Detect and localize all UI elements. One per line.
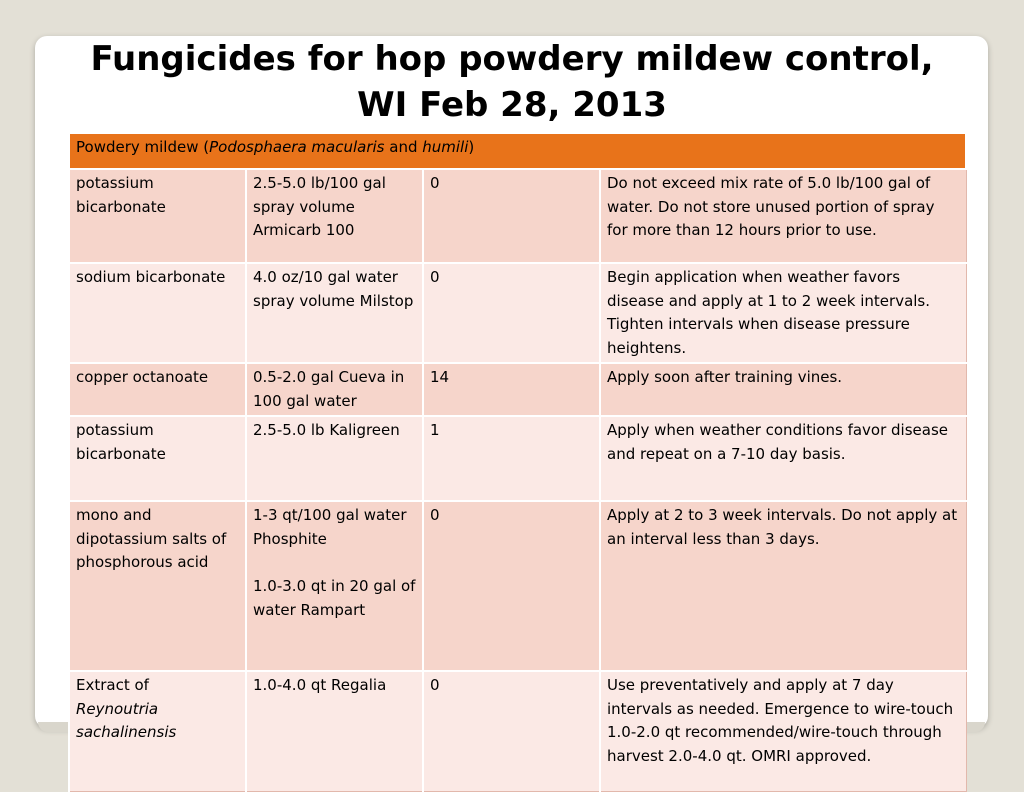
- rate-cell: 1.0-4.0 qt Regalia: [246, 671, 423, 791]
- phi-cell: 0: [423, 501, 600, 671]
- table-row: [69, 363, 966, 416]
- table-row: [69, 671, 966, 791]
- slide-title: [0, 36, 1024, 128]
- rate-rampart: 1.0-3.0 qt in 20 gal of water Rampart: [253, 577, 416, 619]
- header-species-1: Podosphaera macularis: [209, 138, 385, 156]
- table-row: [69, 263, 966, 363]
- slide-title-line-2: WI Feb 28, 2013: [357, 85, 667, 125]
- notes-cell: Apply when weather conditions favor disease and repeat on a 7-10 day basis.: [600, 416, 966, 501]
- header-and: and: [384, 138, 423, 156]
- table-row: [69, 501, 966, 671]
- table-header-cell: [69, 133, 966, 169]
- rate-cell: 0.5-2.0 gal Cueva in 100 gal water: [246, 363, 423, 416]
- material-species: Reynoutria sachalinensis: [76, 699, 177, 741]
- material-cell: potassium bicarbonate: [69, 416, 246, 501]
- cell-spacer: [253, 551, 416, 575]
- slide-title-line-1: Fungicides for hop powdery mildew control,: [90, 39, 934, 79]
- phi-cell: 0: [423, 671, 600, 791]
- notes-cell: Apply soon after training vines.: [600, 363, 966, 416]
- material-cell: [69, 671, 246, 791]
- material-cell: copper octanoate: [69, 363, 246, 416]
- table-header-row: [69, 133, 966, 169]
- rate-cell: 2.5-5.0 lb Kaligreen: [246, 416, 423, 501]
- header-species-2: humili: [422, 138, 469, 156]
- phi-cell: 1: [423, 416, 600, 501]
- notes-cell: Begin application when weather favors disease and apply at 1 to 2 week intervals. Tighten intervals when disease pressure heightens.: [600, 263, 966, 363]
- table-row: [69, 169, 966, 263]
- phi-cell: 0: [423, 263, 600, 363]
- rate-phosphite: 1-3 qt/100 gal water Phosphite: [253, 506, 407, 548]
- notes-cell: Apply at 2 to 3 week intervals. Do not apply at an interval less than 3 days.: [600, 501, 966, 671]
- phi-cell: 0: [423, 169, 600, 263]
- rate-cell: 2.5-5.0 lb/100 gal spray volume Armicarb 100: [246, 169, 423, 263]
- header-prefix: Powdery mildew (: [76, 138, 210, 156]
- rate-cell: [246, 501, 423, 671]
- rate-cell: 4.0 oz/10 gal water spray volume Milstop: [246, 263, 423, 363]
- material-prefix: Extract of: [76, 676, 149, 694]
- material-cell: sodium bicarbonate: [69, 263, 246, 363]
- material-cell: potassium bicarbonate: [69, 169, 246, 263]
- header-suffix: ): [468, 138, 475, 156]
- material-cell: mono and dipotassium salts of phosphorous acid: [69, 501, 246, 671]
- notes-cell: Use preventatively and apply at 7 day intervals as needed. Emergence to wire-touch 1.0-2.0 qt recommended/wire-touch through harvest 2.0-4.0 qt. OMRI approved.: [600, 671, 966, 791]
- phi-cell: 14: [423, 363, 600, 416]
- fungicide-table: [68, 132, 967, 792]
- table-row: [69, 416, 966, 501]
- notes-cell: Do not exceed mix rate of 5.0 lb/100 gal of water. Do not store unused portion of spray for more than 12 hours prior to use.: [600, 169, 966, 263]
